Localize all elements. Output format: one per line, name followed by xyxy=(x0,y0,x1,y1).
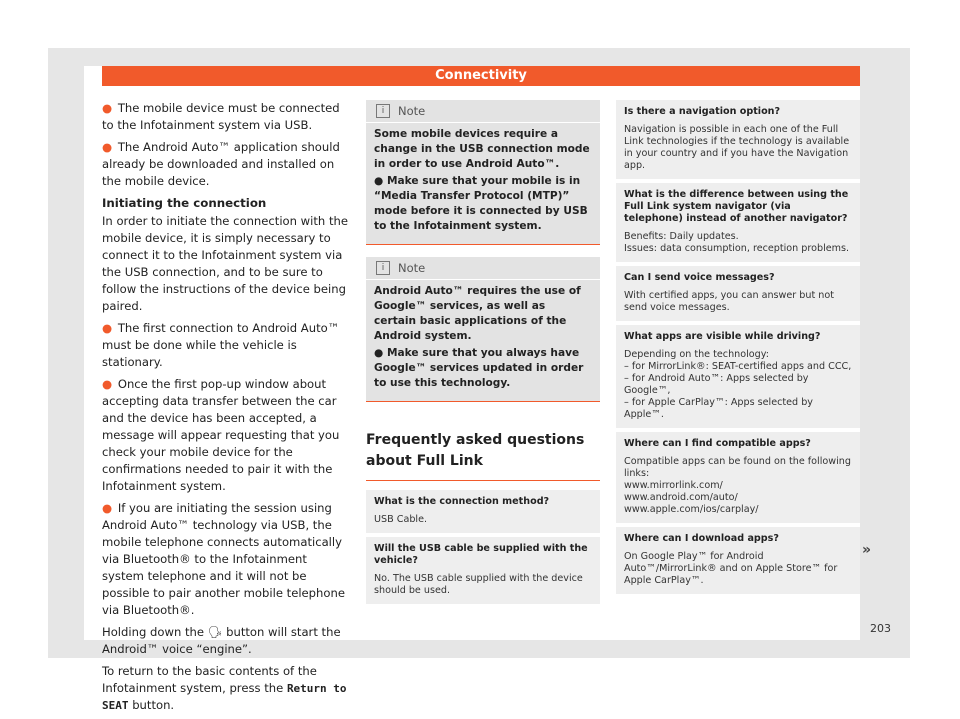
faq-answer: Navigation is possible in each one of the Full Link technologies if the technology is available in your country and if you have the Navigation app. xyxy=(624,124,850,171)
faq-question: What is the difference between using the Full Link system navigator (via telephone) instead of another navigator? xyxy=(624,189,849,224)
faq-question: Will the USB cable be supplied with the vehicle? xyxy=(374,543,588,566)
note-box-usb-mode xyxy=(366,100,600,245)
note-title: Note xyxy=(398,104,426,118)
continued-icon: » xyxy=(862,542,872,558)
bullet-first-connection: ● The first connection to Android Auto™ must be done while the vehicle is stationary. xyxy=(102,321,340,369)
faq-question: What is the connection method? xyxy=(374,496,550,507)
bullet-icon: ● xyxy=(102,377,113,391)
left-column xyxy=(102,100,352,719)
bullet-icon: ● xyxy=(374,347,384,359)
paragraph-initiate: In order to initiate the connection with the mobile device, it is simply necessary to connect it to the Infotainment system via the USB connection, and to be sure to follow the instructions of the device being paired. xyxy=(102,214,348,313)
bullet-icon: ● xyxy=(102,140,113,154)
return-to-seat-label: Return to SEAT xyxy=(102,682,347,712)
faq-item xyxy=(616,100,860,179)
bullet-app: ● The Android Auto™ application should already be downloaded and installed on the mobile device. xyxy=(102,140,340,188)
faq-heading: Frequently asked questions about Full Link xyxy=(366,430,600,481)
faq-question: What apps are visible while driving? xyxy=(624,331,821,342)
page-number: 203 xyxy=(870,622,891,635)
faq-item xyxy=(616,266,860,321)
faq-item xyxy=(616,527,860,594)
faq-answer: Benefits: Daily updates. Issues: data consumption, reception problems. xyxy=(624,231,850,254)
faq-item xyxy=(616,432,860,523)
faq-answer: With certified apps, you can answer but not send voice messages. xyxy=(624,290,834,313)
note-box-google xyxy=(366,257,600,402)
faq-question: Where can I find compatible apps? xyxy=(624,438,811,449)
faq-item xyxy=(366,490,600,533)
bullet-icon: ● xyxy=(102,101,113,115)
bullet-icon: ● xyxy=(374,175,384,187)
faq-answer: No. The USB cable supplied with the device should be used. xyxy=(374,573,583,596)
faq-question: Where can I download apps? xyxy=(624,533,779,544)
middle-column xyxy=(366,100,600,608)
note-title: Note xyxy=(398,261,426,275)
faq-question: Can I send voice messages? xyxy=(624,272,775,283)
bullet-usb: ● The mobile device must be connected to the Infotainment system via USB. xyxy=(102,101,340,132)
note-bullet: ● Make sure that your mobile is in “Media Transfer Protocol (MTP)” mode before it is connected by USB to the Infotainment system. xyxy=(374,175,588,232)
note-text: Some mobile devices require a change in the USB connection mode in order to use Android Auto™. xyxy=(374,128,590,170)
subheading-initiating: Initiating the connection xyxy=(102,196,267,210)
faq-question: Is there a navigation option? xyxy=(624,106,781,117)
faq-answer: Depending on the technology: – for MirrorLink®: SEAT-certified apps and CCC, – for Android Auto™: Apps selected by Google™, – for Apple CarPlay™: Apps selected by Apple™. xyxy=(624,349,852,420)
faq-item xyxy=(366,537,600,604)
right-column xyxy=(616,100,860,598)
faq-item xyxy=(616,325,860,428)
bullet-icon: ● xyxy=(102,321,113,335)
faq-answer: On Google Play™ for Android Auto™/MirrorLink® and on Apple Store™ for Apple CarPlay™. xyxy=(624,551,838,586)
voice-icon: 🗣 xyxy=(207,625,223,639)
faq-answer: Compatible apps can be found on the following links: www.mirrorlink.com/ www.android.com/auto/ www.apple.com/ios/carplay/ xyxy=(624,456,851,515)
info-icon: i xyxy=(376,104,390,118)
note-text: Android Auto™ requires the use of Google™ services, as well as certain basic applications of the Android system. xyxy=(374,285,581,342)
faq-answer: USB Cable. xyxy=(374,514,428,525)
note-bullet: ● Make sure that you always have Google™ services updated in order to use this technology. xyxy=(374,347,584,389)
faq-item xyxy=(616,183,860,262)
paragraph-return: To return to the basic contents of the Infotainment system, press the Return to SEAT button. xyxy=(102,664,347,712)
bullet-bluetooth: ● If you are initiating the session using Android Auto™ technology via USB, the mobile telephone connects automatically via Bluetooth® to the Infotainment system telephone and it will not be possible to pair another mobile telephone via Bluetooth®. xyxy=(102,501,345,617)
paragraph-voice: Holding down the 🗣 button will start the Android™ voice “engine”. xyxy=(102,625,341,656)
bullet-icon: ● xyxy=(102,501,113,515)
info-icon: i xyxy=(376,261,390,275)
section-header: Connectivity xyxy=(102,66,860,86)
bullet-popup: ● Once the first pop-up window about accepting data transfer between the car and the device has been accepted, a message will appear requesting that you check your mobile device for the confirmations needed to pair it with the Infotainment system. xyxy=(102,377,340,493)
